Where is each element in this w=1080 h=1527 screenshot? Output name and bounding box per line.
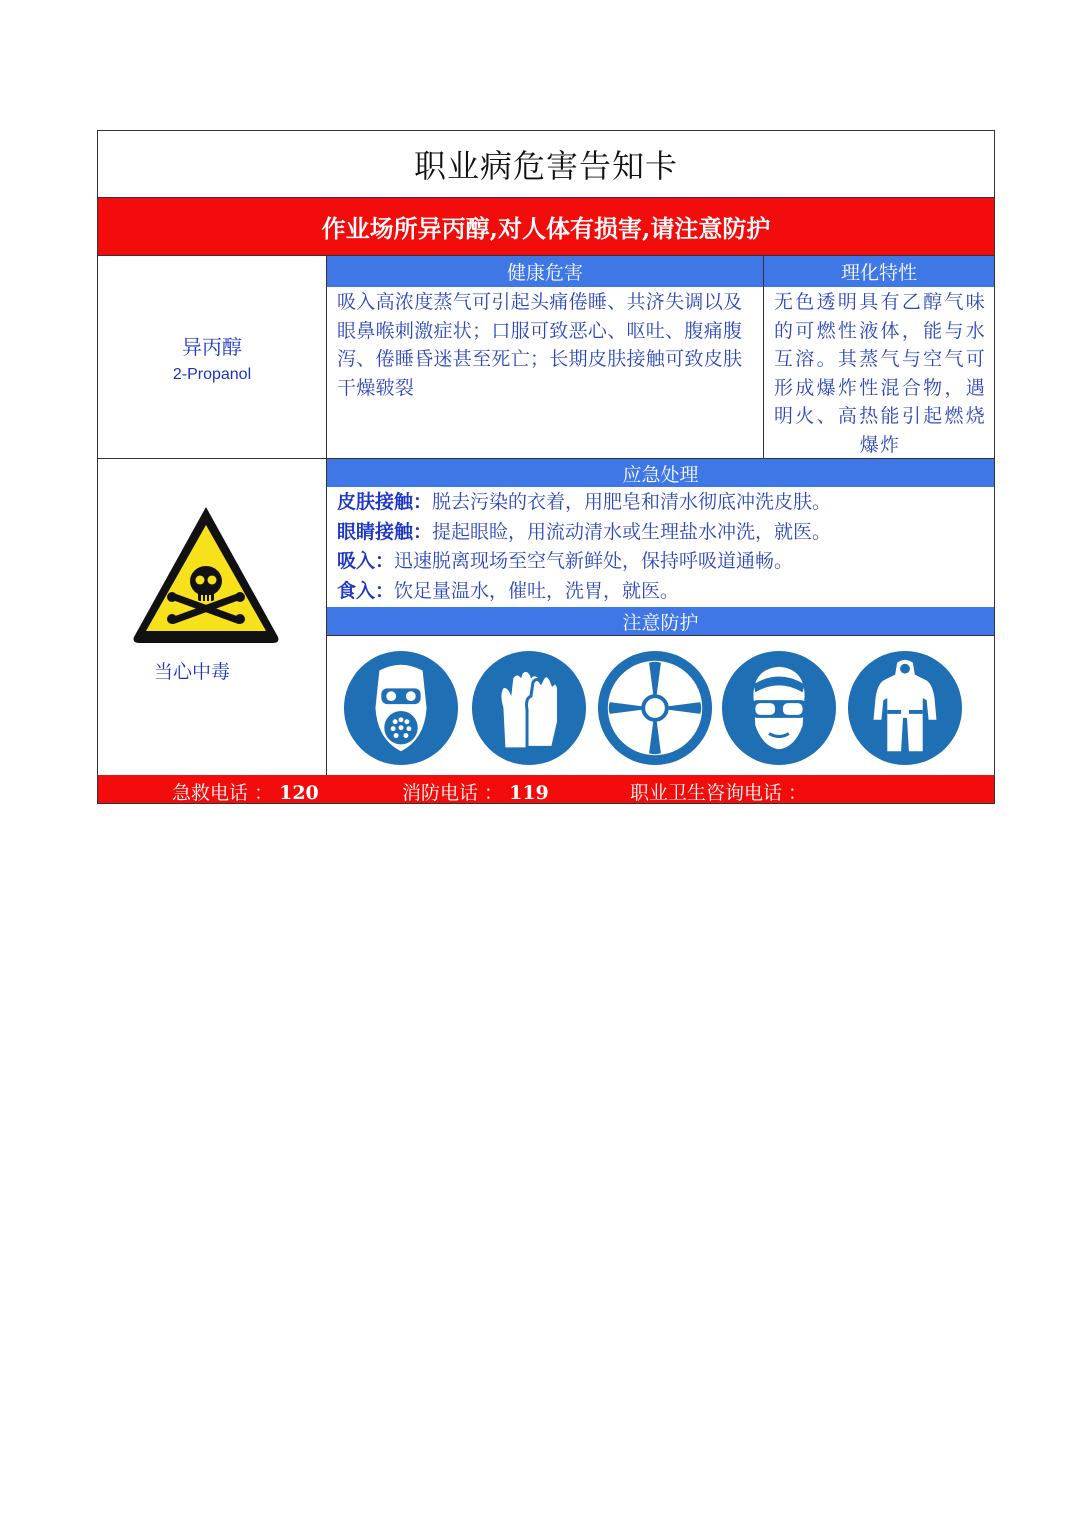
substance-name-cell — [98, 256, 326, 458]
consult-phone: 职业卫生咨询电话 ： — [630, 782, 808, 804]
divider-left — [326, 256, 327, 775]
first-aid-phone: 急救电话 ： 120 — [172, 782, 319, 804]
ventilation-icon — [596, 649, 714, 767]
substance-name-cn: 异丙醇 — [182, 334, 242, 359]
warning-banner: 作业场所异丙醇,对人体有损害,请注意防护 — [98, 198, 994, 256]
emergency-item: 皮肤接触：脱去污染的衣着，用肥皂和清水彻底冲洗皮肤。 — [337, 491, 832, 513]
card-title: 职业病危害告知卡 — [98, 131, 994, 198]
protection-header: 注意防护 — [327, 607, 994, 635]
emergency-header: 应急处理 — [327, 459, 994, 487]
protective-suit-icon — [846, 649, 964, 767]
warning-sign-cell — [98, 459, 326, 774]
emergency-list — [337, 488, 977, 606]
warning-sign-label: 当心中毒 — [154, 661, 231, 683]
emergency-item: 吸入：迅速脱离现场至空气新鲜处，保持呼吸道通畅。 — [337, 550, 794, 572]
respirator-mask-icon — [342, 649, 460, 767]
ppe-icons — [328, 637, 994, 774]
hazard-notice-card — [97, 130, 995, 804]
properties-text: 无色透明具有乙醇气味的可燃性液体，能与水互溶。其蒸气与空气可形成爆炸性混合物，遇明火、高热能引起燃烧爆炸 — [774, 291, 986, 456]
phone-footer — [98, 775, 994, 803]
protective-gloves-icon — [470, 649, 588, 767]
safety-goggles-icon — [720, 649, 838, 767]
fire-phone: 消防电话 ： 119 — [402, 782, 549, 804]
divider-ppe — [327, 635, 994, 636]
emergency-item: 眼睛接触：提起眼睑，用流动清水或生理盐水冲洗，就医。 — [337, 520, 832, 543]
health-hazard-header: 健康危害 — [327, 256, 763, 287]
properties-header: 理化特性 — [764, 256, 994, 287]
substance-name-en: 2-Propanol — [172, 365, 252, 383]
health-hazard-text: 吸入高浓度蒸气可引起头痛倦睡、共济失调以及眼鼻喉刺激症状；口服可致恶心、呕吐、腹痛腹泻、倦睡昏迷甚至死亡；长期皮肤接触可致皮肤干燥皲裂 — [337, 291, 743, 399]
poison-warning-icon — [128, 501, 284, 647]
emergency-item: 食入：饮足量温水，催吐，洗胃，就医。 — [337, 579, 680, 602]
